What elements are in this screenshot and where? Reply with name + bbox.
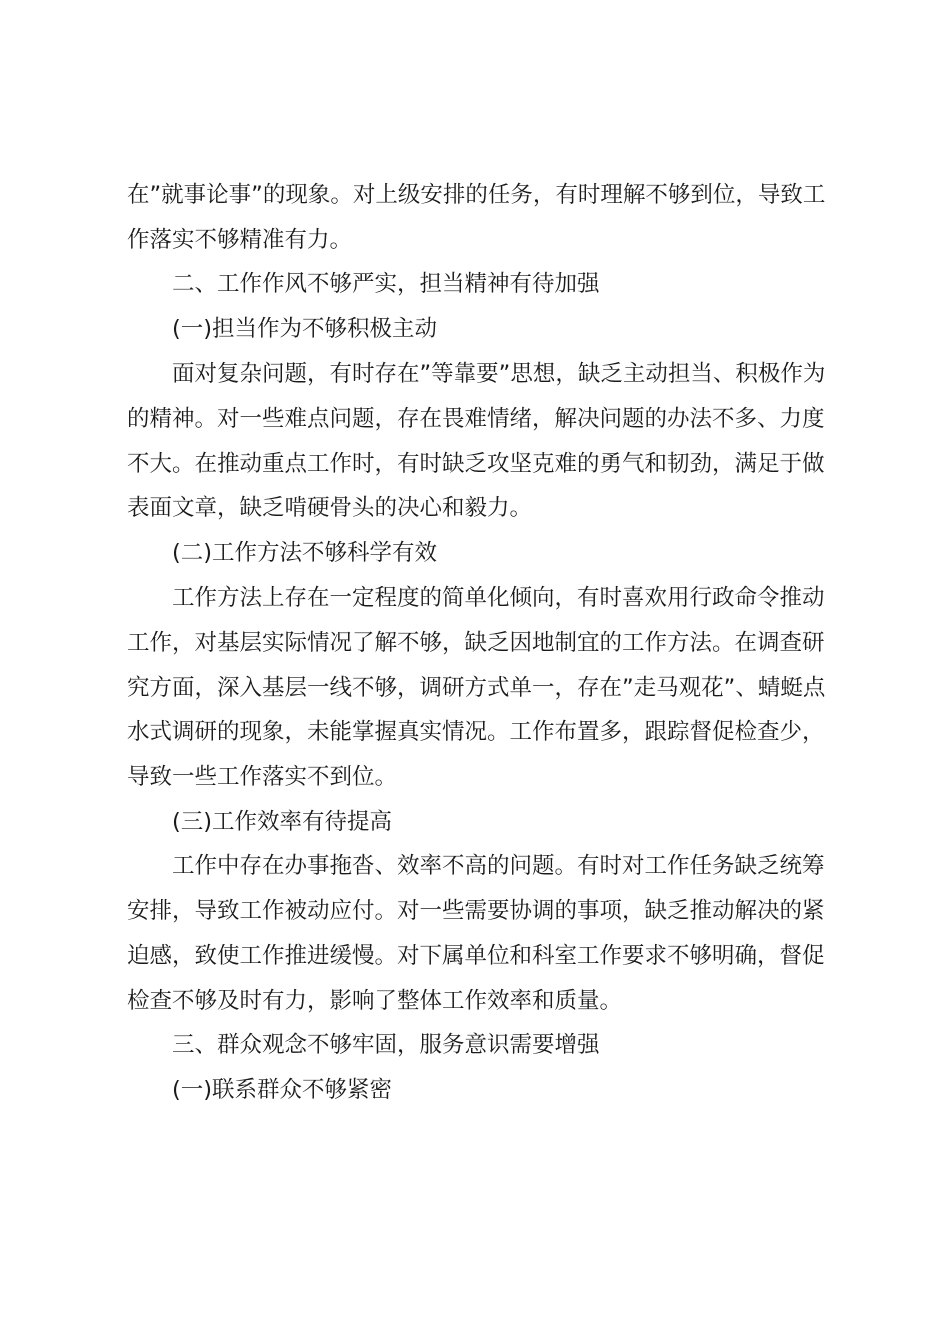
section-heading: 三、群众观念不够牢固，服务意识需要增强 (172, 1032, 600, 1058)
body-text-line: 表面文章，缺乏啃硬骨头的决心和毅力。 (127, 495, 533, 521)
body-text-line: 工作方法上存在一定程度的简单化倾向，有时喜欢用行政命令推动 (172, 585, 825, 611)
subsection-heading: (二)工作方法不够科学有效 (172, 540, 438, 566)
subsection-heading: (一)联系群众不够紧密 (172, 1077, 393, 1103)
subsection-heading: (一)担当作为不够积极主动 (172, 316, 438, 342)
body-text-line: 工作中存在办事拖沓、效率不高的问题。有时对工作任务缺乏统筹 (172, 853, 825, 879)
body-text-line: 在”就事论事”的现象。对上级安排的任务，有时理解不够到位，导致工 (127, 182, 826, 208)
body-text-line: 水式调研的现象，未能掌握真实情况。工作布置多，跟踪督促检查少， (127, 719, 825, 745)
body-text-line: 面对复杂问题，有时存在”等靠要”思想，缺乏主动担当、积极作为 (172, 361, 826, 387)
body-text-line: 工作，对基层实际情况了解不够，缺乏因地制宜的工作方法。在调查研 (127, 630, 825, 656)
body-text-line: 究方面，深入基层一线不够，调研方式单一，存在”走马观花”、蜻蜓点 (127, 675, 826, 701)
section-heading: 二、工作作风不够严实，担当精神有待加强 (172, 271, 600, 297)
subsection-heading: (三)工作效率有待提高 (172, 809, 393, 835)
body-text-line: 作落实不够精准有力。 (127, 227, 353, 253)
body-text-line: 迫感，致使工作推进缓慢。对下属单位和科室工作要求不够明确，督促 (127, 943, 825, 969)
body-text-line: 的精神。对一些难点问题，存在畏难情绪，解决问题的办法不多、力度 (127, 406, 825, 432)
body-text-line: 不大。在推动重点工作时，有时缺乏攻坚克难的勇气和韧劲，满足于做 (127, 451, 825, 477)
body-text-line: 导致一些工作落实不到位。 (127, 764, 398, 790)
body-text-line: 安排，导致工作被动应付。对一些需要协调的事项，缺乏推动解决的紧 (127, 898, 825, 924)
body-text-line: 检查不够及时有力，影响了整体工作效率和质量。 (127, 988, 623, 1014)
